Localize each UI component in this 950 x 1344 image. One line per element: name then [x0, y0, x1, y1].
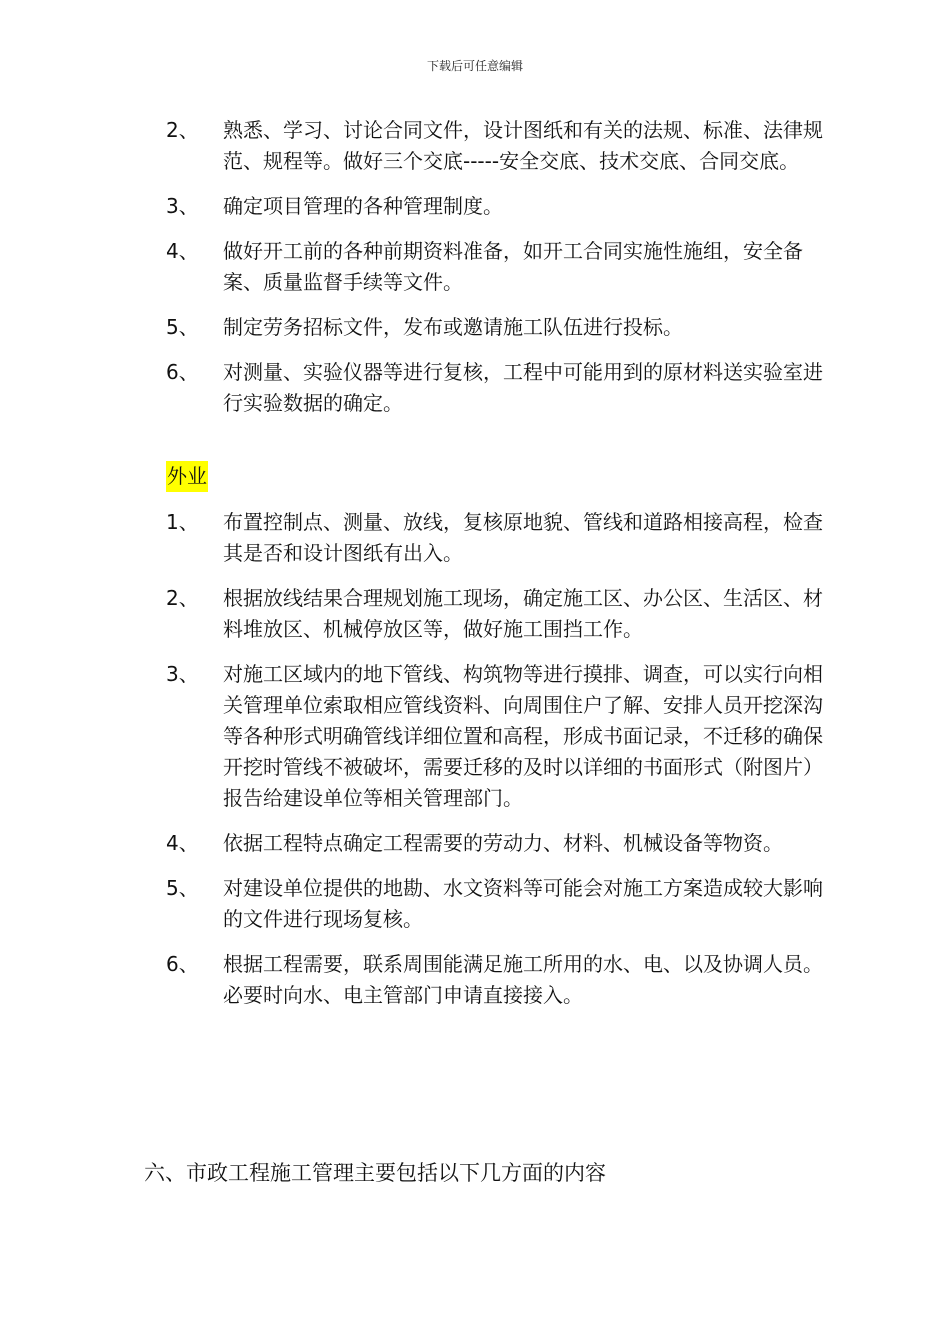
item-number: 6、 — [166, 360, 199, 384]
item-number: 2、 — [166, 118, 199, 142]
list-item — [166, 115, 826, 177]
list-item — [166, 236, 826, 298]
outer-work-list — [166, 507, 826, 1011]
item-text: 根据工程需要，联系周围能满足施工所用的水、电、以及协调人员。必要时向水、电主管部门申请直接接入。 — [223, 952, 823, 1007]
item-text: 对建设单位提供的地勘、水文资料等可能会对施工方案造成较大影响的文件进行现场复核。 — [223, 876, 823, 931]
list-item — [166, 312, 826, 343]
outer-work-label: 外业 — [166, 461, 208, 492]
item-text: 做好开工前的各种前期资料准备，如开工合同实施性施组，安全备案、质量监督手续等文件。 — [223, 239, 803, 294]
list-item — [166, 828, 826, 859]
list-item — [166, 507, 826, 569]
item-number: 3、 — [166, 662, 199, 686]
item-text: 确定项目管理的各种管理制度。 — [223, 194, 503, 218]
item-number: 4、 — [166, 239, 199, 263]
list-item — [166, 191, 826, 222]
item-number: 5、 — [166, 315, 199, 339]
item-number: 6、 — [166, 952, 199, 976]
item-number: 2、 — [166, 586, 199, 610]
item-text: 根据放线结果合理规划施工现场，确定施工区、办公区、生活区、材料堆放区、机械停放区等，做好施工围挡工作。 — [223, 586, 823, 641]
section-heading: 六、市政工程施工管理主要包括以下几方面的内容 — [144, 1161, 606, 1185]
item-number: 3、 — [166, 194, 199, 218]
item-text: 制定劳务招标文件，发布或邀请施工队伍进行投标。 — [223, 315, 683, 339]
item-number: 1、 — [166, 510, 199, 534]
item-text: 布置控制点、测量、放线，复核原地貌、管线和道路相接高程，检查其是否和设计图纸有出入。 — [223, 510, 823, 565]
list-item — [166, 873, 826, 935]
item-text: 熟悉、学习、讨论合同文件，设计图纸和有关的法规、标准、法律规范、规程等。做好三个交底-----安全交底、技术交底、合同交底。 — [223, 118, 823, 173]
list-item — [166, 583, 826, 645]
item-text: 依据工程特点确定工程需要的劳动力、材料、机械设备等物资。 — [223, 831, 783, 855]
item-number: 4、 — [166, 831, 199, 855]
item-text: 对测量、实验仪器等进行复核，工程中可能用到的原材料送实验室进行实验数据的确定。 — [223, 360, 823, 415]
list-item — [166, 659, 826, 814]
list-item — [166, 357, 826, 419]
list-item — [166, 949, 826, 1011]
inner-work-list — [166, 115, 826, 419]
page-header: 下载后可任意编辑 — [426, 59, 523, 73]
item-text: 对施工区域内的地下管线、构筑物等进行摸排、调查，可以实行向相关管理单位索取相应管线资料、向周围住户了解、安排人员开挖深沟等各种形式明确管线详细位置和高程，形成书面记录，不迁移的确保开挖时管线不被破坏，需要迁移的及时以详细的书面形式（附图片）报告给建设单位等相关管理部门。 — [223, 662, 823, 810]
item-number: 5、 — [166, 876, 199, 900]
